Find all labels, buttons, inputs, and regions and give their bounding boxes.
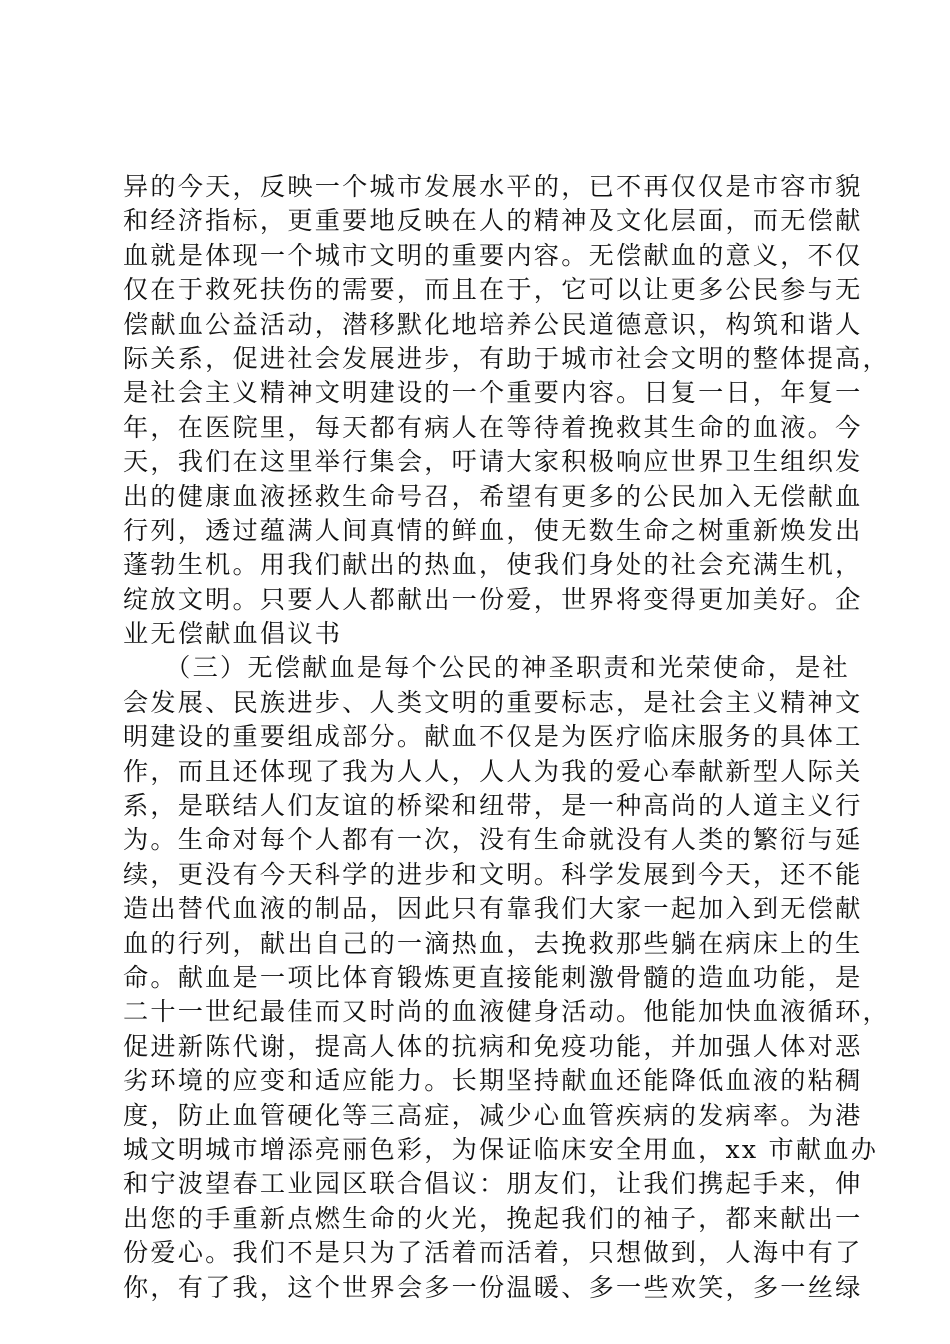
text-line: 造出替代血液的制品，因此只有靠我们大家一起加入到无偿献	[123, 894, 863, 924]
text-line: 异的今天，反映一个城市发展水平的，已不再仅仅是市容市貌	[123, 172, 863, 201]
text-line: 血的行列，献出自己的一滴热血，去挽救那些躺在病床上的生	[123, 928, 863, 958]
text-line: 出您的手重新点燃生命的火光，挽起我们的袖子，都来献出一	[123, 1203, 863, 1233]
paragraph-start-line: （三）无偿献血是每个公民的神圣职责和光荣使命，是社	[123, 653, 850, 683]
text-line: 系，是联结人们友谊的桥梁和纽带，是一种高尚的人道主义行	[123, 791, 863, 821]
text-line: 和经济指标，更重要地反映在人的精神及文化层面，而无偿献	[123, 206, 863, 236]
text-line: 出的健康血液拯救生命号召，希望有更多的公民加入无偿献血	[123, 481, 863, 511]
text-line: 行列，透过蕴满人间真情的鲜血，使无数生命之树重新焕发出	[123, 515, 863, 545]
text-line: 偿献血公益活动，潜移默化地培养公民道德意识，构筑和谐人	[123, 309, 863, 339]
text-line: 业无偿献血倡议书	[123, 619, 343, 649]
text-line: 血就是体现一个城市文明的重要内容。无偿献血的意义，不仅	[123, 240, 863, 270]
text-line: 仅在于救死扶伤的需要，而且在于，它可以让更多公民参与无	[123, 275, 863, 305]
text-line: 际关系，促进社会发展进步，有助于城市社会文明的整体提高，	[123, 343, 890, 373]
text-line: 促进新陈代谢，提高人体的抗病和免疫功能，并加强人体对恶	[123, 1031, 863, 1061]
text-line: 天，我们在这里举行集会，吁请大家积极响应世界卫生组织发	[123, 447, 863, 477]
text-line: 度，防止血管硬化等三高症，减少心血管疾病的发病率。为港	[123, 1100, 863, 1130]
text-line: 命。献血是一项比体育锻炼更直接能刺激骨髓的造血功能，是	[123, 962, 863, 992]
text-line: 会发展、民族进步、人类文明的重要标志，是社会主义精神文	[123, 687, 863, 717]
text-line: 为。生命对每个人都有一次，没有生命就没有人类的繁衍与延	[123, 825, 863, 855]
text-line: 明建设的重要组成部分。献血不仅是为医疗临床服务的具体工	[123, 722, 863, 752]
text-line: 你，有了我，这个世界会多一份温暖、多一些欢笑，多一丝绿	[123, 1272, 863, 1302]
text-line: 城文明城市增添亮丽色彩，为保证临床安全用血，xx 市献血办	[123, 1134, 879, 1164]
text-line: 和宁波望春工业园区联合倡议：朋友们，让我们携起手来，伸	[123, 1169, 863, 1199]
text-line: 份爱心。我们不是只为了活着而活着，只想做到，人海中有了	[123, 1238, 863, 1268]
text-line: 年，在医院里，每天都有病人在等待着挽救其生命的血液。今	[123, 412, 863, 442]
text-line: 作，而且还体现了我为人人，人人为我的爱心奉献新型人际关	[123, 756, 863, 786]
text-line: 蓬勃生机。用我们献出的热血，使我们身处的社会充满生机，	[123, 550, 863, 580]
text-line: 是社会主义精神文明建设的一个重要内容。日复一日，年复一	[123, 378, 863, 408]
text-line: 劣环境的应变和适应能力。长期坚持献血还能降低血液的粘稠	[123, 1066, 863, 1096]
text-line: 二十一世纪最佳而又时尚的血液健身活动。他能加快血液循环，	[123, 997, 890, 1027]
text-line: 续，更没有今天科学的进步和文明。科学发展到今天，还不能	[123, 859, 863, 889]
text-line: 绽放文明。只要人人都献出一份爱，世界将变得更加美好。企	[123, 584, 863, 614]
document-body	[123, 170, 890, 1305]
